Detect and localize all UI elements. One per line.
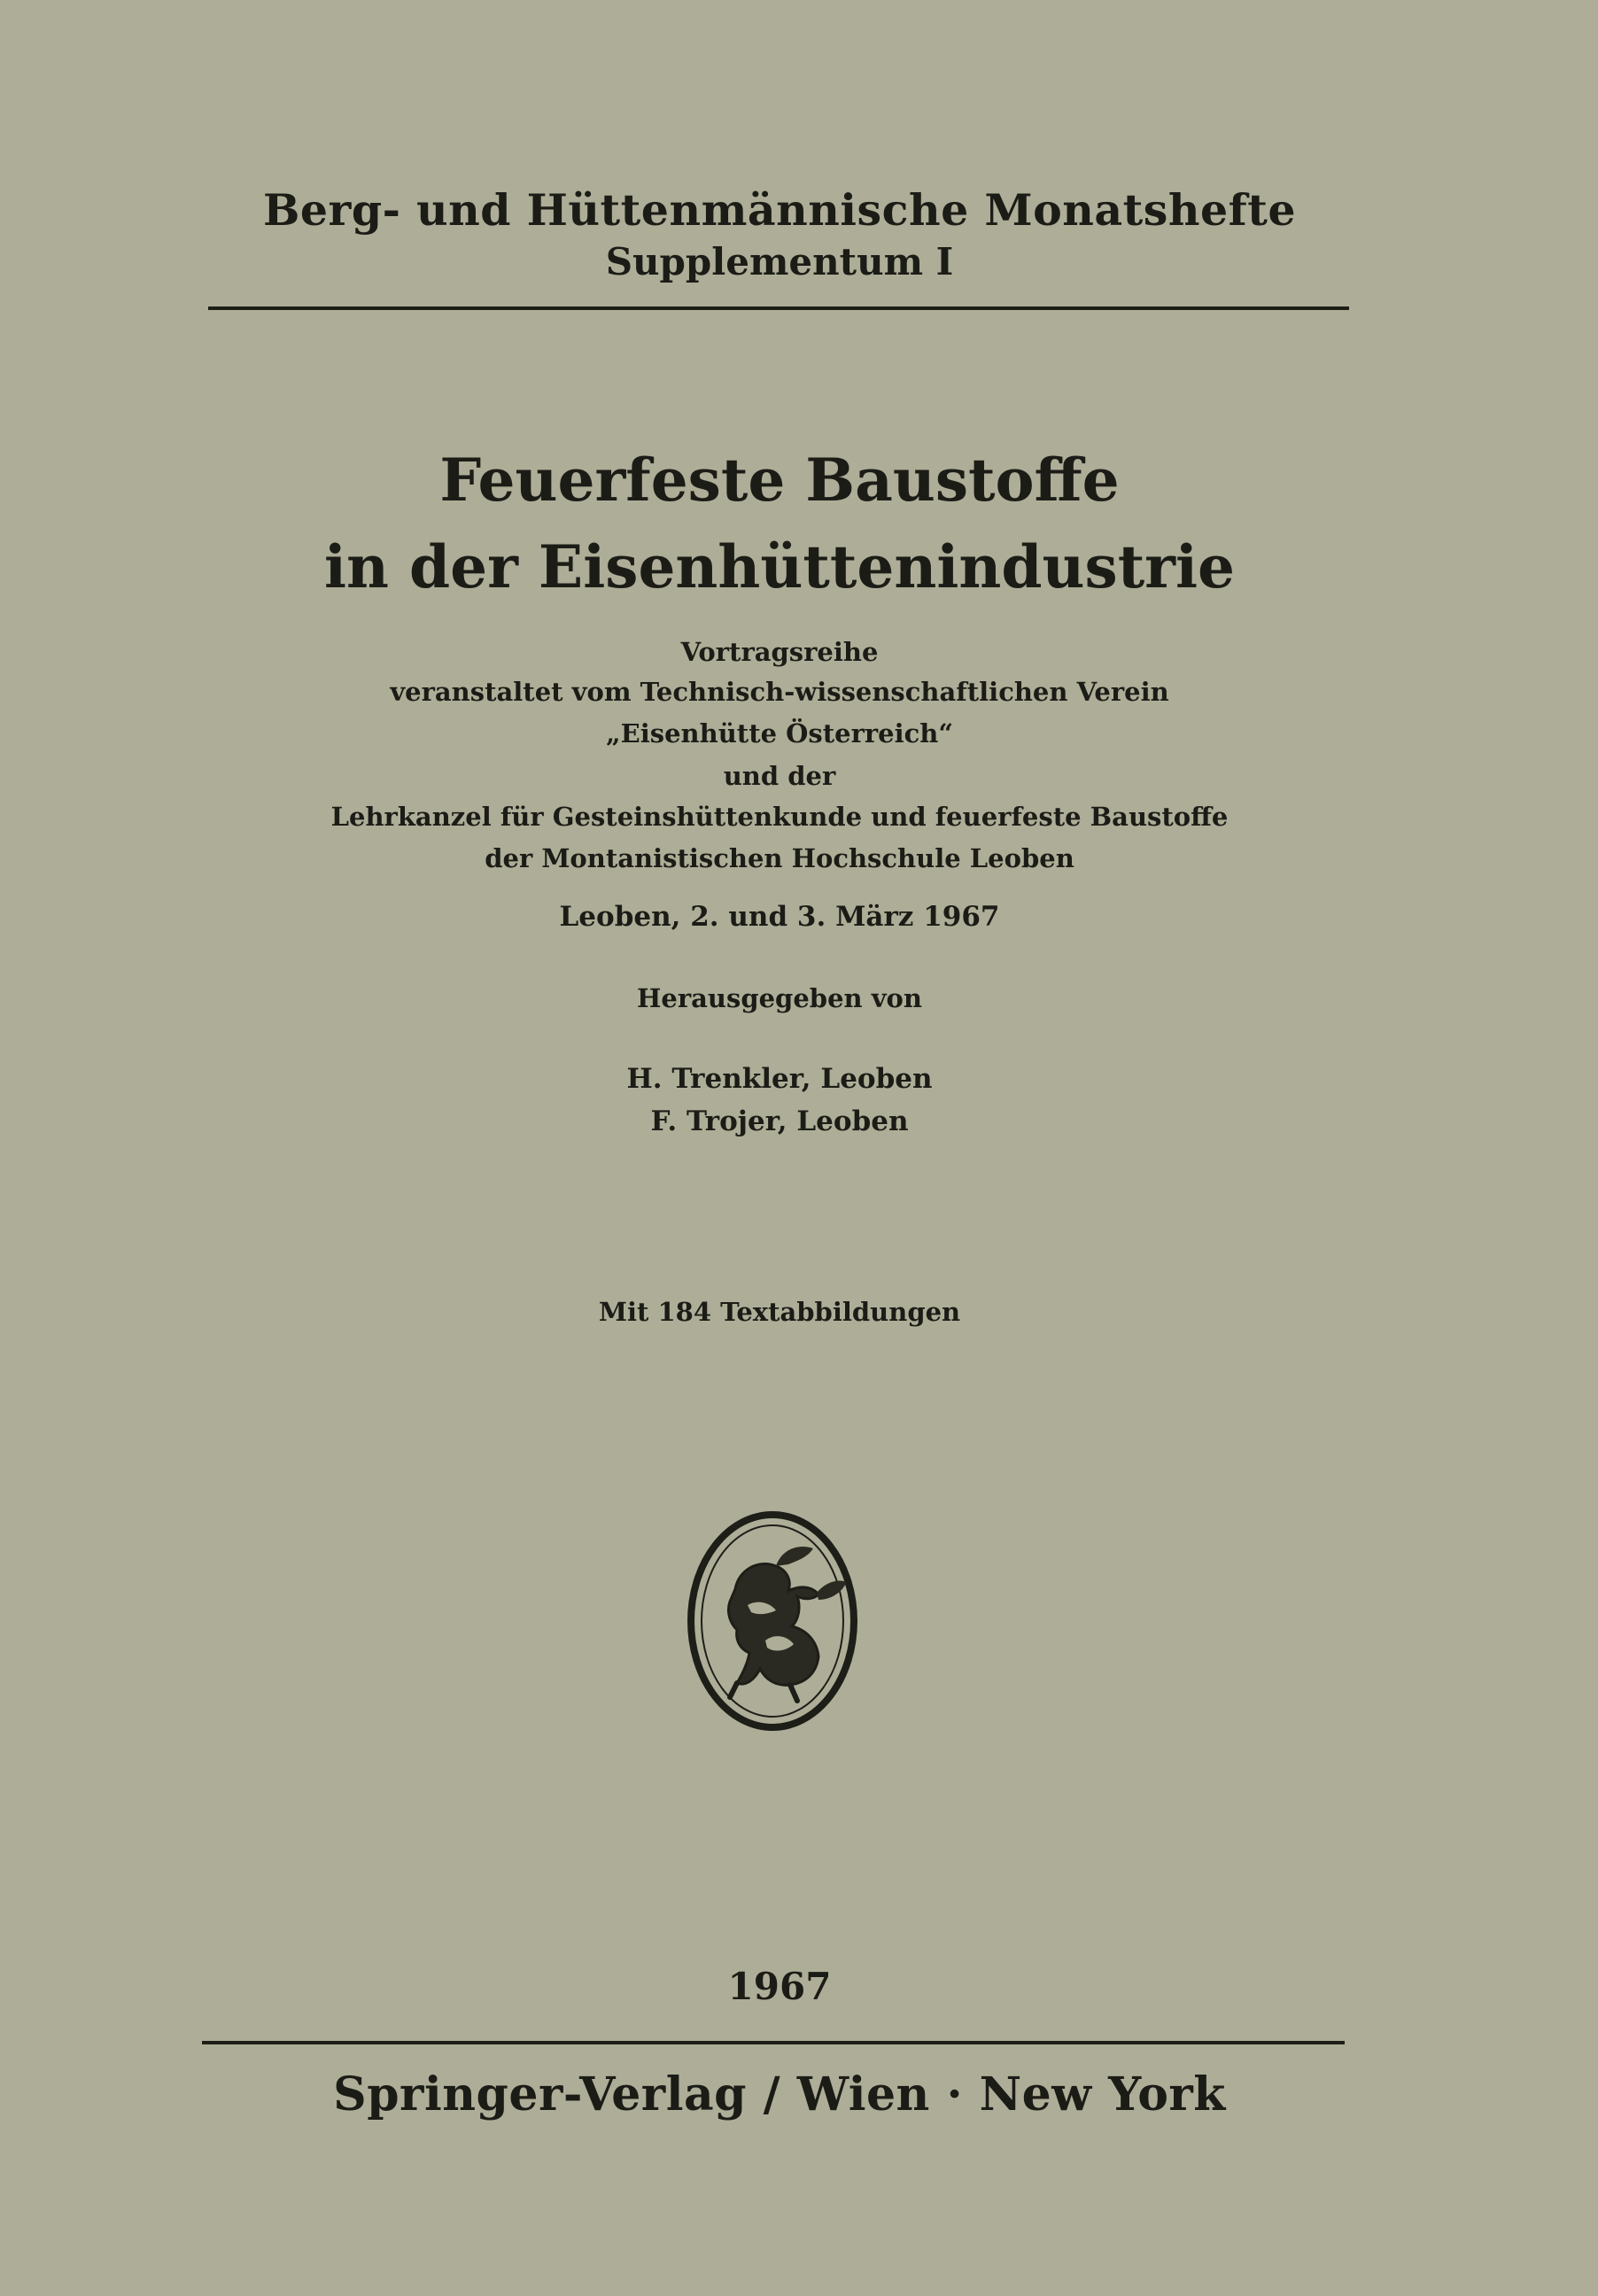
publication-year: 1967 bbox=[727, 1965, 832, 2008]
series-title: Berg- und Hüttenmännische Monatshefte bbox=[262, 184, 1297, 236]
description-line-1: Vortragsreihe bbox=[680, 637, 879, 667]
description-line-6: der Montanistischen Hochschule Leoben bbox=[485, 843, 1074, 873]
editor-1: H. Trenkler, Leoben bbox=[626, 1063, 933, 1095]
description-line-4: und der bbox=[723, 761, 836, 791]
publisher-line: Springer-Verlag / Wien · New York bbox=[333, 2067, 1226, 2121]
bottom-divider bbox=[202, 2041, 1345, 2044]
illustrations-note: Mit 184 Textabbildungen bbox=[598, 1297, 961, 1327]
event-date: Leoben, 2. und 3. März 1967 bbox=[559, 901, 1000, 933]
book-title-line-1: Feuerfeste Baustoffe bbox=[439, 446, 1120, 515]
editor-2: F. Trojer, Leoben bbox=[650, 1105, 909, 1137]
series-supplement: Supplementum I bbox=[605, 240, 954, 283]
book-title-line-2: in der Eisenhüttenindustrie bbox=[323, 532, 1236, 601]
description-line-3: „Eisenhütte Österreich“ bbox=[605, 718, 954, 749]
description-line-2: veranstaltet vom Technisch-wissenschaftlichen Verein bbox=[390, 677, 1169, 707]
springer-horse-emblem-icon bbox=[684, 1508, 861, 1734]
editors-label: Herausgegeben von bbox=[637, 983, 922, 1013]
top-divider bbox=[208, 306, 1349, 310]
description-line-5: Lehrkanzel für Gesteinshüttenkunde und feuerfeste Baustoffe bbox=[330, 802, 1229, 832]
